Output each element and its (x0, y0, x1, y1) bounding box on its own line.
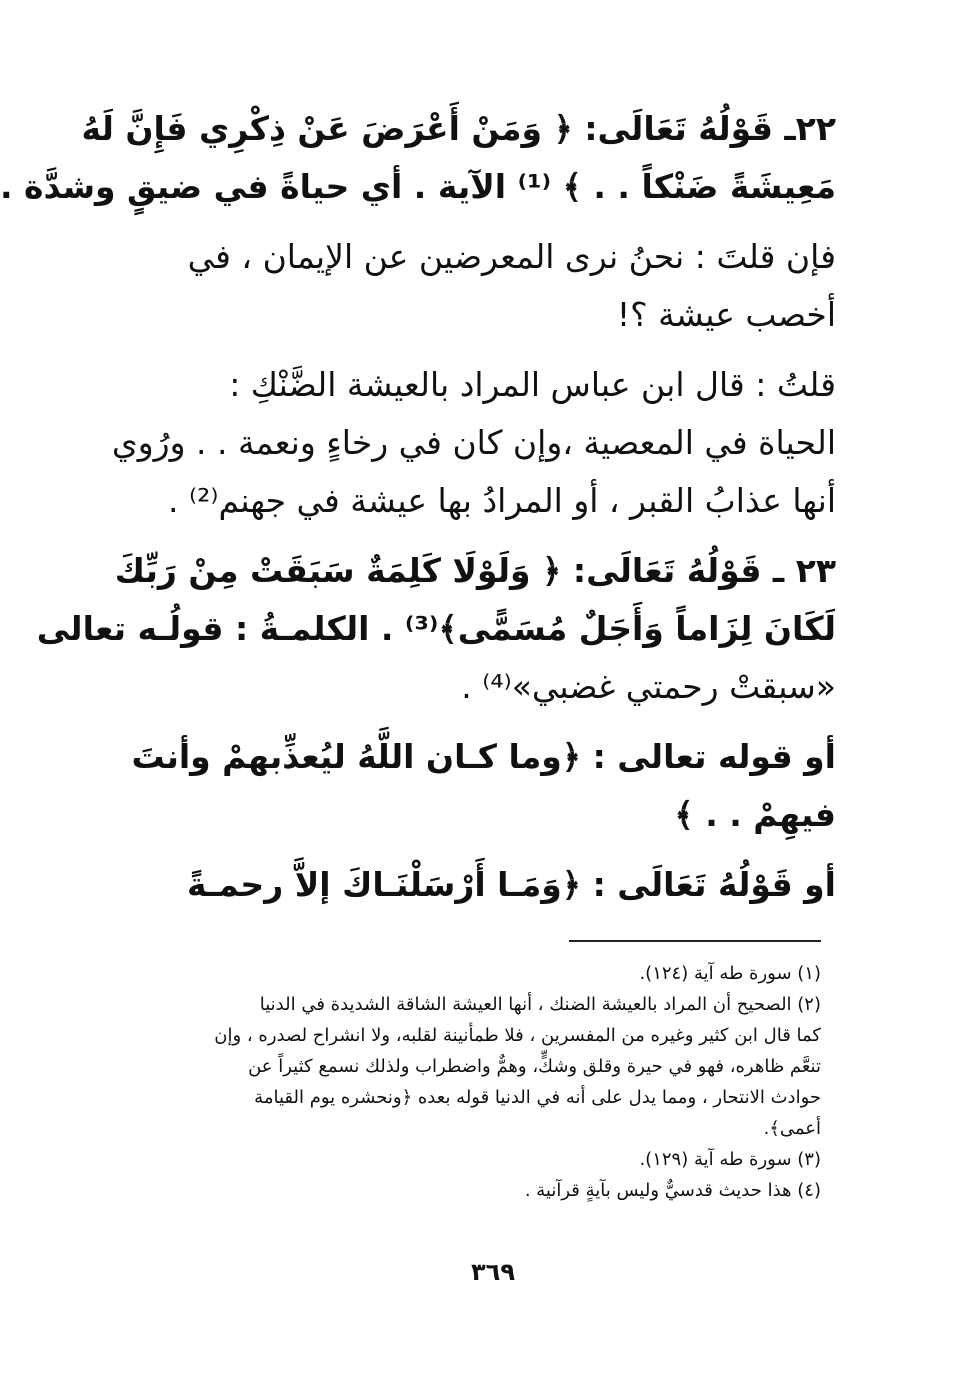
text-line: أو قوله تعالى : ﴿وما كـان اللَّهُ ليُعذِّبهمْ وأنتَ (131, 737, 836, 776)
text-line: مَعِيشَةً ضَنْكاً . . ﴾ ⁽¹⁾ الآية . أي حياةً في ضيقٍ وشدَّة . (0, 167, 836, 206)
page-number: ٣٦٩ (471, 1258, 515, 1286)
text-line: أخصب عيشة ؟! (616, 295, 836, 334)
text-line: أو قَوْلُهُ تَعَالَى : ﴿وَمَـا أَرْسَلْنَـاكَ إلاَّ رحمـةً (187, 865, 836, 904)
text-line: «سبقتْ رحمتي غضبي»⁽⁴⁾ . (461, 667, 836, 706)
footnote: (٢) الصحيح أن المراد بالعيشة الضنك ، أنها العيشة الشاقة الشديدة في الدنيا (259, 994, 821, 1015)
text-line: الحياة في المعصية ،وإن كان في رخاءٍ ونعمة . . ورُوي (111, 423, 836, 462)
text-line: ٢٣ ـ قَوْلُهُ تَعَالَى: ﴿ وَلَوْلَا كَلِمَةٌ سَبَقَتْ مِنْ رَبِّكَ (114, 551, 836, 590)
footnote: كما قال ابن كثير وغيره من المفسرين ، فلا طمأنينة لقلبه، ولا انشراح لصدره ، وإن (214, 1025, 821, 1046)
footnote: أعمى﴾. (763, 1118, 821, 1139)
text-line: فإن قلتَ : نحنُ نرى المعرضين عن الإيمان ، في (187, 237, 836, 276)
text-line: قلتُ : قال ابن عباس المراد بالعيشة الضَّنْكِ : (229, 365, 836, 404)
footnote-divider (569, 940, 821, 942)
footnote: (١) سورة طه آية (١٢٤). (639, 963, 821, 984)
footnote: حوادث الانتحار ، ومما يدل على أنه في الدنيا قوله بعده ﴿ونحشره يوم القيامة (254, 1087, 821, 1108)
text-line: أنها عذابُ القبر ، أو المرادُ بها عيشة في جهنم⁽²⁾ . (168, 481, 836, 520)
text-line: فيهِمْ . . ﴾ (674, 795, 836, 834)
main-text (0, 100, 836, 914)
footnote: (٤) هذا حديث قدسيٌّ وليس بآيةٍ قرآنية . (524, 1180, 821, 1201)
text-line: لَكَانَ لِزَاماً وَأَجَلٌ مُسَمًّى﴾⁽³⁾ . الكلمـةُ : قولُـه تعالى (36, 609, 836, 648)
footnote: تنعَّم ظاهره، فهو في حيرة وقلق وشكٍّ، وهمٌّ واضطراب ولذلك نسمع كثيراً عن (248, 1056, 821, 1077)
footnotes (170, 958, 821, 1206)
text-line: ٢٢ـ قَوْلُهُ تَعَالَى: ﴿ وَمَنْ أَعْرَضَ عَنْ ذِكْرِي فَإِنَّ لَهُ (81, 109, 836, 148)
footnote: (٣) سورة طه آية (١٢٩). (639, 1149, 821, 1170)
